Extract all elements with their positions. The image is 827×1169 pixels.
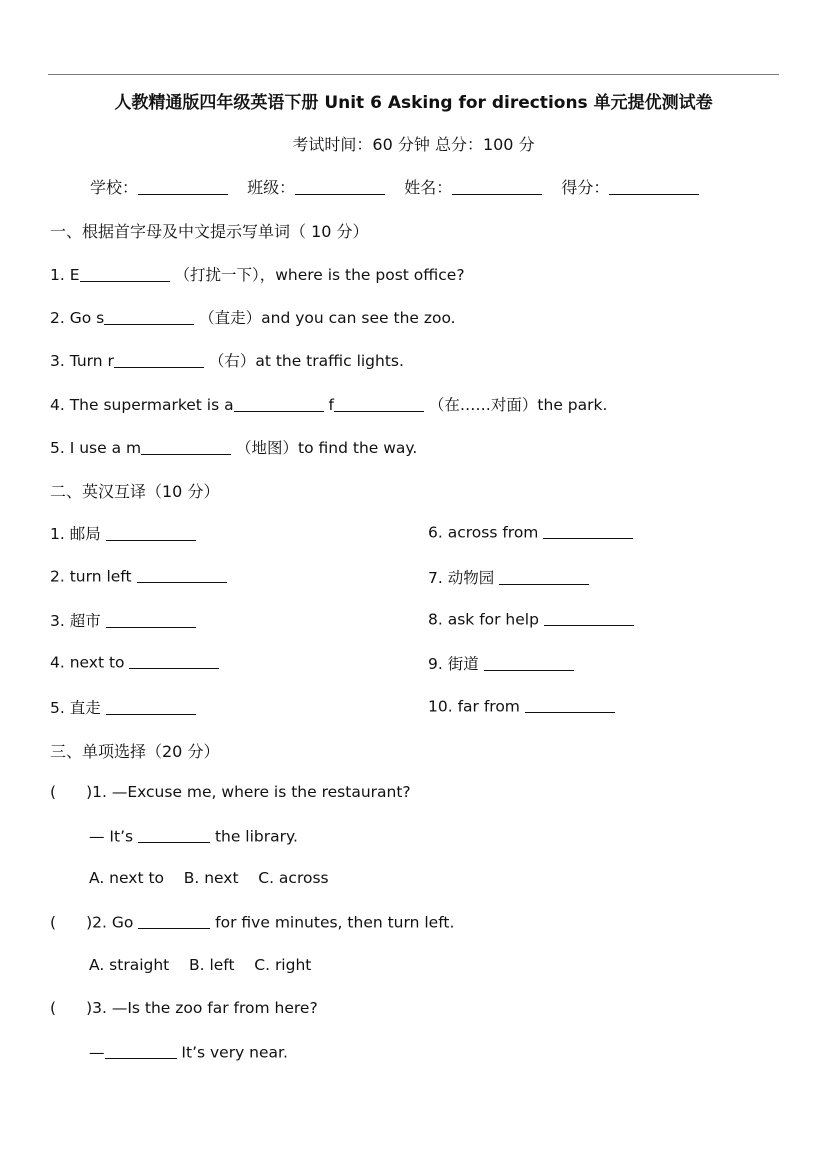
mcq-1-options: A. next to B. next C. across — [89, 869, 329, 887]
answer-blank[interactable] — [106, 611, 196, 628]
mcq-1-stem: ( )1. —Excuse me, where is the restaurant? — [50, 783, 411, 801]
answer-blank[interactable] — [138, 826, 210, 843]
section2-left-item: 1. 邮局 — [50, 522, 196, 544]
student-info-row — [90, 175, 713, 198]
answer-blank[interactable] — [499, 568, 589, 585]
answer-blank[interactable] — [484, 654, 574, 671]
name-blank[interactable] — [452, 177, 542, 195]
answer-blank[interactable] — [137, 566, 227, 583]
school-blank[interactable] — [138, 177, 228, 195]
score-blank[interactable] — [609, 177, 699, 195]
exam-title: 人教精通版四年级英语下册 Unit 6 Asking for directions 单元提优测试卷 — [114, 93, 713, 113]
section1-heading: 一、根据首字母及中文提示写单词（ 10 分） — [50, 222, 369, 241]
section2-right-item: 6. across from — [428, 522, 633, 541]
answer-blank[interactable] — [80, 265, 170, 282]
answer-blank[interactable] — [544, 609, 634, 626]
section2-right-item: 7. 动物园 — [428, 566, 589, 588]
answer-blank[interactable] — [114, 351, 204, 368]
section3-heading: 三、单项选择（20 分） — [50, 742, 220, 761]
exam-subtitle: 考试时间：60 分钟 总分：100 分 — [292, 135, 535, 154]
answer-blank[interactable] — [334, 395, 424, 412]
mcq-1-reply: — It’s the library. — [89, 827, 298, 846]
answer-blank[interactable] — [141, 438, 231, 455]
section2-left-item: 4. next to — [50, 652, 219, 671]
section1-item-2: 2. Go s （直走）and you can see the zoo. — [50, 309, 456, 327]
mcq-3-stem: ( )3. —Is the zoo far from here? — [50, 999, 318, 1017]
section2-right-item: 10. far from — [428, 696, 615, 715]
class-blank[interactable] — [295, 177, 385, 195]
name-field: 姓名： — [404, 175, 542, 198]
section1-item-1: 1. E （打扰一下），where is the post office? — [50, 266, 465, 284]
mcq-3-reply: — It’s very near. — [89, 1043, 288, 1062]
answer-blank[interactable] — [234, 395, 324, 412]
section2-left-item: 5. 直走 — [50, 696, 196, 718]
answer-blank[interactable] — [105, 1042, 177, 1059]
section1-item-4: 4. The supermarket is a f （在……对面）the park. — [50, 396, 608, 414]
answer-blank[interactable] — [129, 652, 219, 669]
section2-left-item: 3. 超市 — [50, 609, 196, 631]
section2-heading: 二、英汉互译（10 分） — [50, 482, 220, 501]
mcq-2-options: A. straight B. left C. right — [89, 956, 312, 974]
section2-right-item: 8. ask for help — [428, 609, 634, 628]
section2-right-item: 9. 街道 — [428, 652, 574, 674]
answer-blank[interactable] — [525, 696, 615, 713]
answer-blank[interactable] — [106, 698, 196, 715]
section2-left-item: 2. turn left — [50, 566, 227, 585]
header-rule — [48, 74, 779, 75]
school-field: 学校： — [90, 175, 228, 198]
answer-blank[interactable] — [104, 308, 194, 325]
answer-blank[interactable] — [543, 522, 633, 539]
score-field: 得分： — [561, 175, 699, 198]
section1-item-5: 5. I use a m （地图）to find the way. — [50, 439, 418, 457]
answer-blank[interactable] — [138, 912, 210, 929]
answer-blank[interactable] — [106, 524, 196, 541]
class-field: 班级： — [247, 175, 385, 198]
mcq-2-stem: ( )2. Go for five minutes, then turn left. — [50, 913, 455, 932]
section1-item-3: 3. Turn r （右）at the traffic lights. — [50, 352, 404, 370]
